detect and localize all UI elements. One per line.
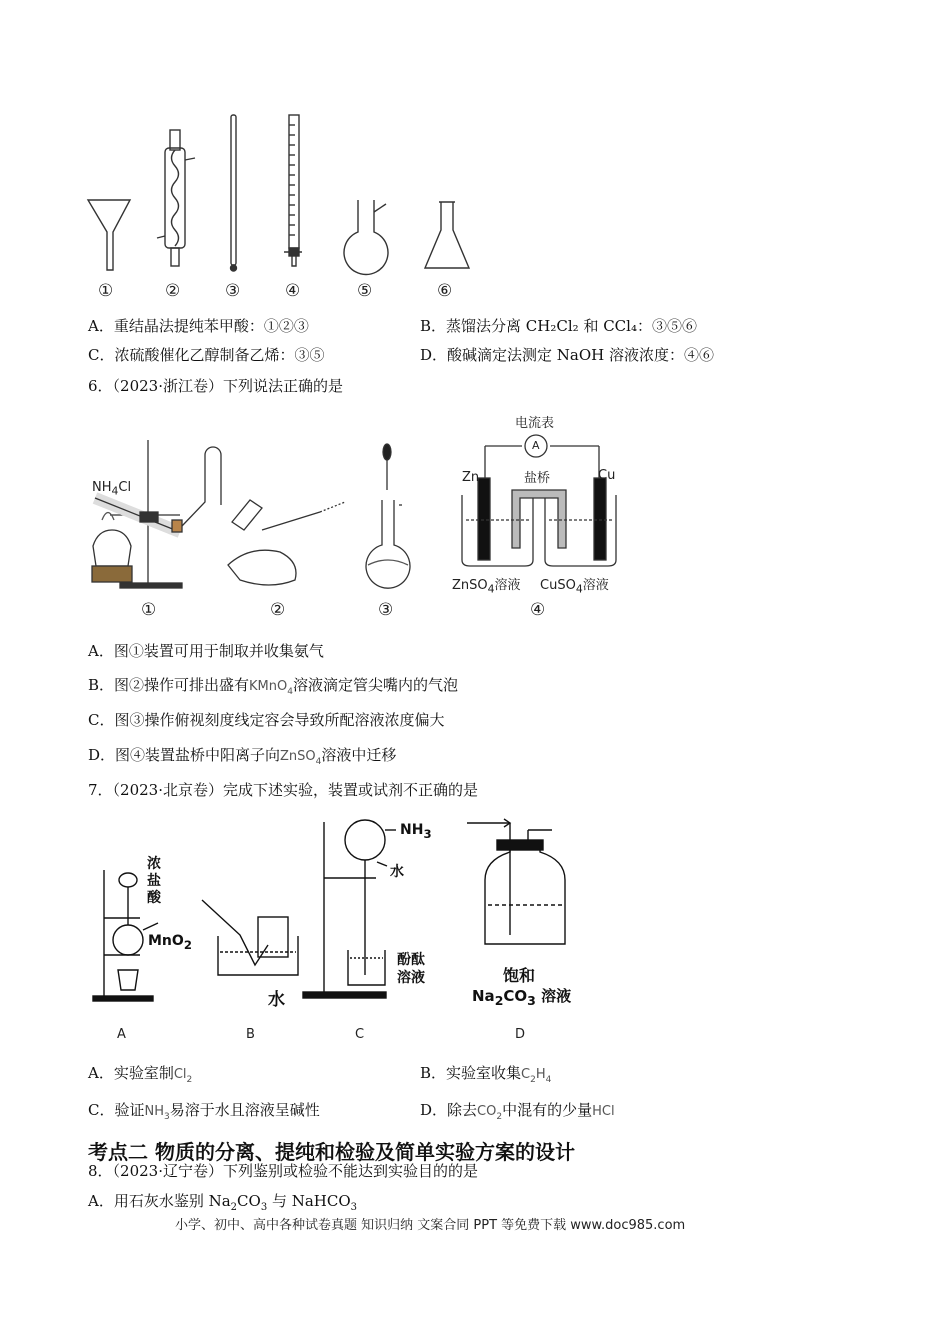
label-nh4cl: $NH_4Cl$: [92, 480, 132, 498]
label-cuso4: CuSO$_4$溶液: [540, 578, 609, 596]
q8-stem: 8．（2023·辽宁卷）下列鉴别或检验不能达到实验目的的是: [88, 1162, 478, 1180]
figure-label-1: ①: [98, 281, 114, 301]
q6-stem: 6．（2023·浙江卷）下列说法正确的是: [88, 377, 343, 395]
figure-label-5: ⑤: [357, 281, 373, 301]
section-heading: 考点二 物质的分离、提纯和检验及简单实验方案的设计: [88, 1140, 575, 1164]
label-ammeter-symbol: A: [532, 439, 540, 452]
label-saturated: 饱和: [503, 966, 536, 985]
label-phenolphthalein: 酚酞 溶液: [397, 952, 425, 986]
q5-option-c: C．浓硫酸催化乙醇制备乙烯：③⑤: [88, 346, 325, 364]
q7-figure-label-b: B: [246, 1027, 255, 1042]
label-na2co3: $Na_2CO_3$ 溶液: [472, 987, 572, 1008]
label-water: 水: [268, 990, 285, 1010]
q5-option-b: B．蒸馏法分离 CH₂Cl₂ 和 CCl₄：③⑤⑥: [420, 317, 697, 335]
q5-option-a: A．重结晶法提纯苯甲酸：①②③: [88, 317, 309, 335]
figure-label-6: ⑥: [437, 281, 453, 301]
label-ammeter: 电流表: [515, 416, 555, 431]
q7-option-a: A．实验室制$Cl_2$: [88, 1064, 193, 1085]
page-footer: 小学、初中、高中各种试卷真题 知识归纳 文案合同 PPT 等免费下载 www.doc985.com: [175, 1218, 686, 1233]
q7-option-d: D．除去$CO_2$中混有的少量HCl: [420, 1101, 615, 1122]
figure-label-3: ③: [225, 281, 241, 301]
label-cu: Cu: [598, 468, 616, 483]
q7-figure-label-c: C: [355, 1027, 365, 1042]
q8-option-a: A．用石灰水鉴别 $Na_2CO_3$ 与 NaHCO$_3$: [88, 1192, 358, 1213]
q7-stem: 7．（2023·北京卷）完成下述实验，装置或试剂不正确的是: [88, 781, 478, 799]
figure-label-2: ②: [165, 281, 181, 301]
q7-option-c: C．验证$NH_3$易溶于水且溶液呈碱性: [88, 1101, 320, 1122]
q7-option-b: B．实验室收集$C_2H_4$: [420, 1064, 552, 1085]
label-znso4: ZnSO$_4$溶液: [452, 578, 521, 596]
q6-figure-label-1: ①: [141, 600, 157, 620]
label-nh3: $NH_3$: [400, 822, 432, 841]
q5-option-d: D．酸碱滴定法测定 NaOH 溶液浓度：④⑥: [420, 346, 715, 364]
q7-figure-label-a: A: [117, 1027, 126, 1042]
q6-option-b: B．图②操作可排出盛有KMnO$_4$溶液滴定管尖嘴内的气泡: [88, 676, 458, 697]
q6-figure-label-3: ③: [378, 600, 394, 620]
label-zn: Zn: [462, 470, 480, 485]
q6-figure-label-4: ④: [530, 600, 546, 620]
q6-option-c: C．图③操作俯视刻度线定容会导致所配溶液浓度偏大: [88, 711, 445, 729]
q7-figure-label-d: D: [515, 1027, 526, 1042]
figure-label-4: ④: [285, 281, 301, 301]
label-conc-hcl: 浓 盐 酸: [147, 856, 161, 906]
label-mno2: MnO$_2$: [148, 933, 192, 952]
q6-option-a: A．图①装置可用于制取并收集氨气: [88, 642, 324, 660]
q6-option-d: D．图④装置盐桥中阳离子向ZnSO$_4$溶液中迁移: [88, 746, 397, 767]
q6-figure-label-2: ②: [270, 600, 286, 620]
label-water-2: 水: [390, 864, 404, 880]
label-salt-bridge: 盐桥: [524, 471, 551, 486]
